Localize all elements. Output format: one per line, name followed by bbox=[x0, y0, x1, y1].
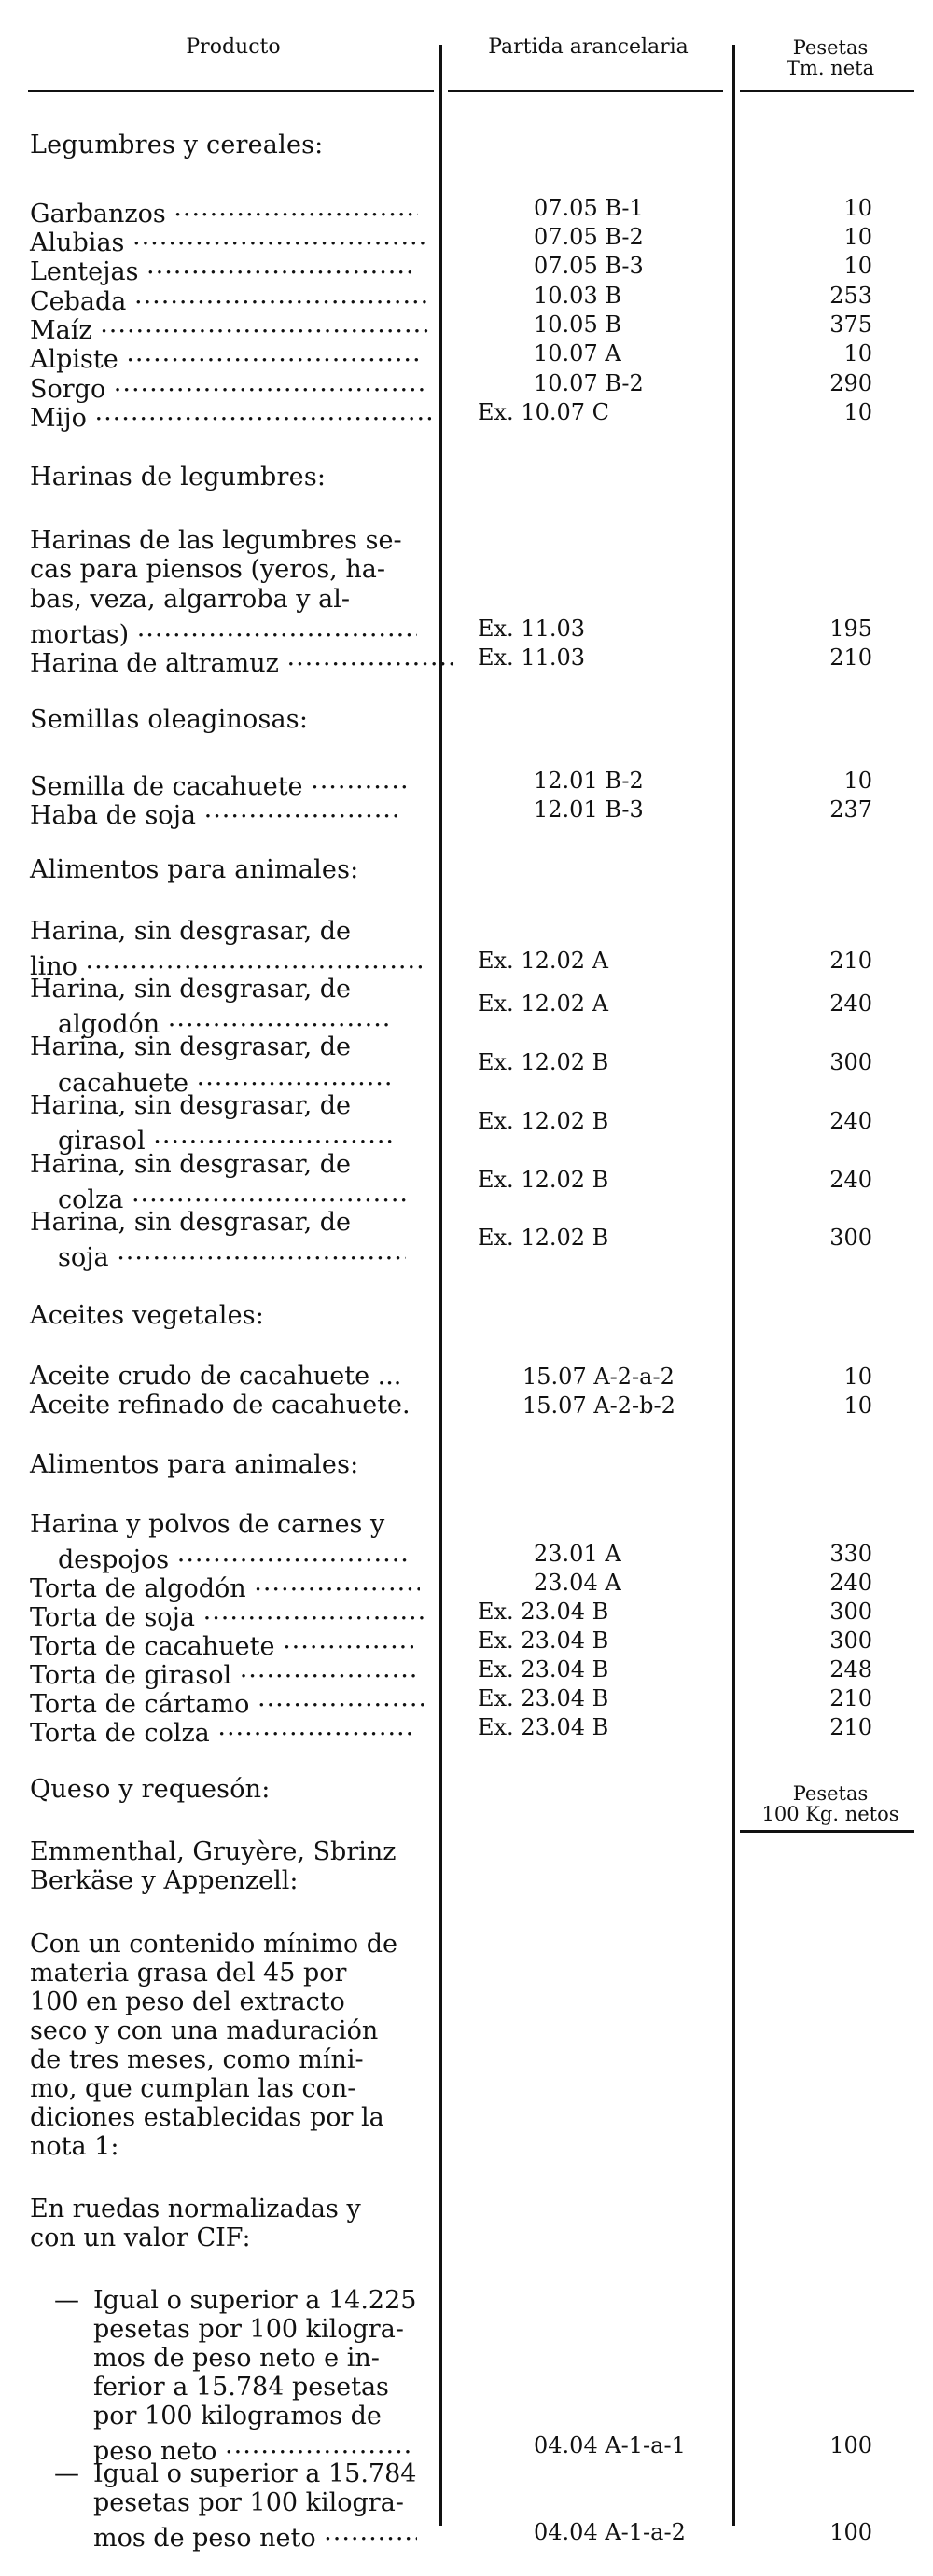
value-h-colza: 240 bbox=[829, 1167, 872, 1193]
header-rule-1 bbox=[28, 90, 434, 92]
condition-line-4: seco y con una maduración bbox=[30, 2016, 379, 2045]
item1-line-4: ferior a 15.784 pesetas bbox=[93, 2373, 389, 2402]
value-h-girasol: 240 bbox=[829, 1108, 872, 1134]
value-carnes: 330 bbox=[829, 1541, 872, 1567]
value-h-lino: 210 bbox=[829, 948, 872, 974]
condition-line-1: Con un contenido mínimo de bbox=[30, 1930, 397, 1959]
emmenthal-line1: Emmenthal, Gruyère, Sbrinz bbox=[30, 1837, 397, 1866]
row-aceite-refinado: Aceite refinado de cacahuete. bbox=[30, 1391, 411, 1420]
column-rule-1 bbox=[439, 45, 442, 2526]
code-h-colza: Ex. 12.02 B bbox=[478, 1167, 609, 1193]
code-h-algodon: Ex. 12.02 A bbox=[478, 990, 608, 1017]
code-aceite-crudo: 15.07 A-2-a-2 bbox=[522, 1364, 675, 1390]
product-name: lino bbox=[30, 952, 77, 981]
row-harinas-secas-l2: cas para piensos (yeros, ha- bbox=[30, 555, 386, 584]
code-h-lino: Ex. 12.02 A bbox=[478, 948, 608, 974]
value-harinas-secas: 195 bbox=[829, 616, 872, 642]
item1-line-5: por 100 kilogramos de bbox=[93, 2402, 382, 2431]
value-mijo: 10 bbox=[843, 399, 872, 425]
value-maiz: 375 bbox=[829, 312, 872, 338]
value-altramuz: 210 bbox=[829, 644, 872, 671]
code-mijo: Ex. 10.07 C bbox=[478, 399, 610, 425]
code-t-algodon: 23.04 A bbox=[534, 1570, 621, 1596]
code-item-1: 04.04 A-1-a-1 bbox=[534, 2432, 686, 2458]
product-name: Torta de algodón bbox=[30, 1574, 246, 1603]
code-alpiste: 10.07 A bbox=[534, 340, 621, 367]
row-h-soja-l2 bbox=[30, 1238, 406, 1272]
value-t-cacahuete: 300 bbox=[829, 1627, 872, 1654]
row-carnes-l1: Harina y polvos de carnes y bbox=[30, 1510, 385, 1539]
product-name: Sorgo bbox=[30, 375, 106, 404]
value-h-soja: 300 bbox=[829, 1225, 872, 1251]
column-rule-2 bbox=[732, 45, 735, 2526]
item2-line-1: Igual o superior a 15.784 bbox=[93, 2459, 417, 2488]
code-t-cacahuete: Ex. 23.04 B bbox=[478, 1627, 609, 1654]
product-name: Haba de soja bbox=[30, 801, 197, 830]
value-cebada: 253 bbox=[829, 283, 872, 309]
section-alimentos-2: Alimentos para animales: bbox=[30, 1450, 359, 1479]
header-pesetas-kg-line2: 100 Kg. netos bbox=[761, 1803, 899, 1825]
code-t-colza: Ex. 23.04 B bbox=[478, 1714, 609, 1740]
row-h-algodon-l1: Harina, sin desgrasar, de bbox=[30, 975, 352, 1004]
row-aceite-crudo: Aceite crudo de cacahuete ... bbox=[30, 1362, 402, 1391]
product-name: Torta de girasol bbox=[30, 1661, 232, 1690]
header-pesetas-kg-line1: Pesetas bbox=[792, 1782, 869, 1805]
condition-line-8: nota 1: bbox=[30, 2132, 119, 2161]
row-h-lino-l1: Harina, sin desgrasar, de bbox=[30, 917, 352, 946]
code-t-soja: Ex. 23.04 B bbox=[478, 1599, 609, 1625]
product-name: mortas) bbox=[30, 620, 130, 649]
code-carnes: 23.01 A bbox=[534, 1541, 621, 1567]
value-t-cartamo: 210 bbox=[829, 1685, 872, 1711]
value-alpiste: 10 bbox=[843, 340, 872, 367]
row-mijo bbox=[30, 398, 431, 433]
row-h-soja-l1: Harina, sin desgrasar, de bbox=[30, 1208, 352, 1237]
value-item-2: 100 bbox=[829, 2519, 872, 2545]
value-alubias: 10 bbox=[843, 224, 872, 250]
header-pesetas-line2: Tm. neta bbox=[786, 57, 875, 79]
queso-header-rule bbox=[740, 1830, 914, 1833]
item1-line-2: pesetas por 100 kilogra- bbox=[93, 2315, 404, 2344]
condition-line-3: 100 en peso del extracto bbox=[30, 1987, 345, 2016]
code-lentejas: 07.05 B-3 bbox=[534, 253, 644, 279]
dash-item-2: — bbox=[54, 2459, 79, 2488]
value-h-algodon: 240 bbox=[829, 990, 872, 1017]
value-garbanzos: 10 bbox=[843, 195, 872, 221]
condition-line-7: diciones establecidas por la bbox=[30, 2103, 384, 2132]
code-alubias: 07.05 B-2 bbox=[534, 224, 644, 250]
product-name: Maíz bbox=[30, 316, 92, 345]
section-alimentos-1: Alimentos para animales: bbox=[30, 855, 359, 884]
item2-line-3 bbox=[93, 2518, 417, 2553]
product-name: cacahuete bbox=[58, 1069, 189, 1098]
product-name: Alpiste bbox=[30, 345, 118, 374]
condition-line-2: materia grasa del 45 por bbox=[30, 1959, 347, 1987]
item2-line-2: pesetas por 100 kilogra- bbox=[93, 2488, 404, 2517]
value-aceite-refinado: 10 bbox=[843, 1392, 872, 1419]
value-semilla-cacahuete: 10 bbox=[843, 768, 872, 794]
row-h-cacahuete-l1: Harina, sin desgrasar, de bbox=[30, 1032, 352, 1061]
code-harinas-secas: Ex. 11.03 bbox=[478, 616, 586, 642]
row-harinas-secas-l1: Harinas de las legumbres se- bbox=[30, 526, 402, 555]
product-name: mos de peso neto bbox=[93, 2524, 316, 2553]
product-name: Cebada bbox=[30, 287, 127, 316]
row-h-colza-l1: Harina, sin desgrasar, de bbox=[30, 1150, 352, 1179]
row-altramuz bbox=[30, 644, 455, 678]
header-pesetas-line1: Pesetas bbox=[792, 36, 869, 59]
product-name: soja bbox=[58, 1243, 109, 1272]
product-name: peso neto bbox=[93, 2437, 217, 2466]
code-sorgo: 10.07 B-2 bbox=[534, 370, 644, 396]
value-aceite-crudo: 10 bbox=[843, 1364, 872, 1390]
section-semillas: Semillas oleaginosas: bbox=[30, 705, 309, 734]
product-name: Torta de soja bbox=[30, 1603, 196, 1632]
code-haba-soja: 12.01 B-3 bbox=[534, 796, 644, 823]
ruedas-line2: con un valor CIF: bbox=[30, 2223, 251, 2252]
product-name: algodón bbox=[58, 1010, 160, 1039]
section-aceites: Aceites vegetales: bbox=[30, 1301, 265, 1330]
code-t-cartamo: Ex. 23.04 B bbox=[478, 1685, 609, 1711]
value-item-1: 100 bbox=[829, 2432, 872, 2458]
product-name: Semilla de cacahuete bbox=[30, 772, 303, 801]
ruedas-line1: En ruedas normalizadas y bbox=[30, 2195, 361, 2223]
header-pesetas bbox=[742, 37, 919, 78]
code-maiz: 10.05 B bbox=[534, 312, 621, 338]
product-name: girasol bbox=[58, 1127, 146, 1156]
product-name: Mijo bbox=[30, 404, 87, 433]
code-t-girasol: Ex. 23.04 B bbox=[478, 1656, 609, 1683]
header-rule-2 bbox=[448, 90, 723, 92]
product-name: Harina de altramuz bbox=[30, 649, 279, 678]
value-t-soja: 300 bbox=[829, 1599, 872, 1625]
row-h-girasol-l1: Harina, sin desgrasar, de bbox=[30, 1091, 352, 1120]
code-altramuz: Ex. 11.03 bbox=[478, 644, 586, 671]
value-haba-soja: 237 bbox=[829, 796, 872, 823]
header-producto: Producto bbox=[186, 35, 281, 59]
value-sorgo: 290 bbox=[829, 370, 872, 396]
code-item-2: 04.04 A-1-a-2 bbox=[534, 2519, 686, 2545]
code-semilla-cacahuete: 12.01 B-2 bbox=[534, 768, 644, 794]
dash-item-1: — bbox=[54, 2286, 79, 2315]
section-harinas: Harinas de legumbres: bbox=[30, 463, 327, 492]
row-haba-soja bbox=[30, 796, 402, 830]
code-aceite-refinado: 15.07 A-2-b-2 bbox=[522, 1392, 675, 1419]
code-h-girasol: Ex. 12.02 B bbox=[478, 1108, 609, 1134]
value-t-girasol: 248 bbox=[829, 1656, 872, 1683]
section-legumbres: Legumbres y cereales: bbox=[30, 131, 324, 159]
value-lentejas: 10 bbox=[843, 253, 872, 279]
row-harinas-secas-l3: bas, veza, algarroba y al- bbox=[30, 585, 350, 614]
condition-line-6: mo, que cumplan las con- bbox=[30, 2074, 356, 2103]
product-name: Torta de cártamo bbox=[30, 1690, 250, 1719]
product-name: Lentejas bbox=[30, 257, 139, 286]
product-name: despojos bbox=[58, 1545, 170, 1574]
value-t-colza: 210 bbox=[829, 1714, 872, 1740]
code-cebada: 10.03 B bbox=[534, 283, 621, 309]
header-pesetas-kg bbox=[742, 1783, 919, 1824]
product-name: Torta de colza bbox=[30, 1719, 210, 1748]
header-rule-3 bbox=[740, 90, 914, 92]
code-garbanzos: 07.05 B-1 bbox=[534, 195, 644, 221]
code-h-cacahuete: Ex. 12.02 B bbox=[478, 1049, 609, 1075]
product-name: Torta de cacahuete bbox=[30, 1632, 275, 1661]
value-t-algodon: 240 bbox=[829, 1570, 872, 1596]
product-name: colza bbox=[58, 1185, 124, 1214]
value-h-cacahuete: 300 bbox=[829, 1049, 872, 1075]
item1-line-3: mos de peso neto e in- bbox=[93, 2344, 380, 2373]
product-name: Garbanzos bbox=[30, 200, 166, 229]
item1-line-1: Igual o superior a 14.225 bbox=[93, 2286, 417, 2315]
code-h-soja: Ex. 12.02 B bbox=[478, 1225, 609, 1251]
header-partida: Partida arancelaria bbox=[488, 35, 689, 59]
row-t-colza bbox=[30, 1713, 413, 1748]
section-queso: Queso y requesón: bbox=[30, 1775, 271, 1804]
emmenthal-line2: Berkäse y Appenzell: bbox=[30, 1866, 299, 1895]
condition-line-5: de tres meses, como míni- bbox=[30, 2045, 364, 2074]
product-name: Alubias bbox=[30, 229, 125, 257]
